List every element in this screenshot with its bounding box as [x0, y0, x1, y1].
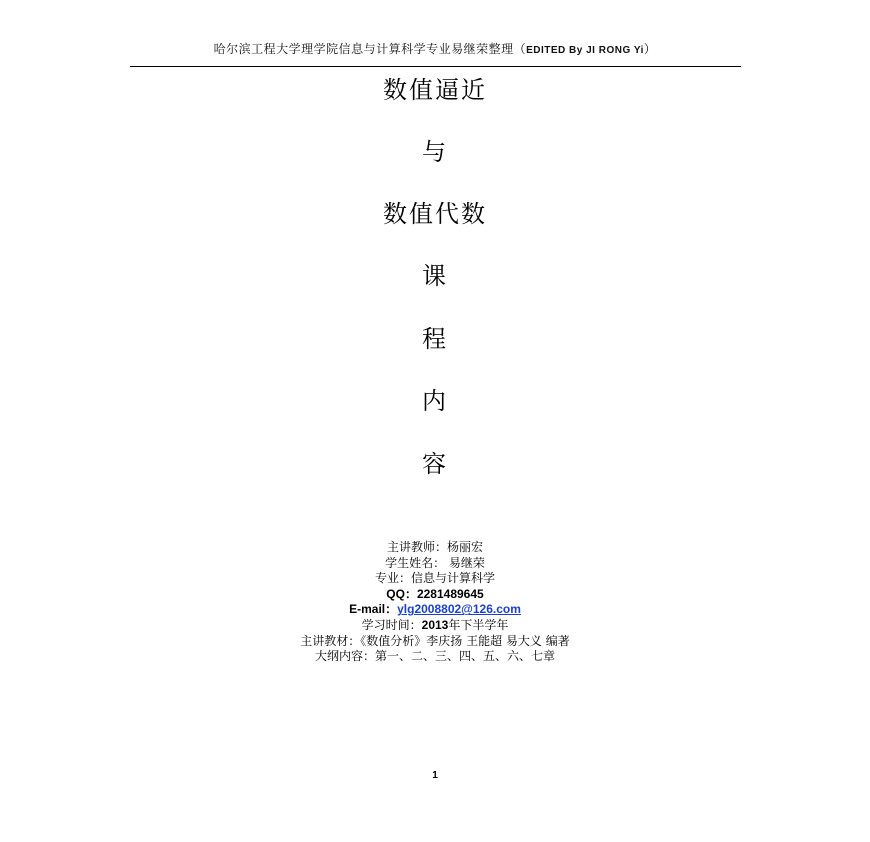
- title-line-3: 数值代数: [383, 200, 487, 228]
- title-line-5: 程: [422, 325, 448, 353]
- header-text-chinese: 哈尔滨工程大学理学院信息与计算科学专业易继荣整理（: [213, 42, 527, 56]
- header-text-close: ）: [643, 42, 657, 56]
- major-line: 专业：信息与计算科学: [374, 571, 495, 586]
- email-line: [130, 602, 740, 618]
- study-time-line: [130, 618, 740, 634]
- study-time-suffix: 年下半学年: [448, 617, 509, 632]
- email-link[interactable]: ylg2008802@126.com: [397, 602, 521, 617]
- study-time-year: 2013: [421, 617, 449, 632]
- student-line: 学生姓名： 易继荣: [385, 555, 485, 570]
- qq-value: 2281489645: [416, 586, 484, 601]
- title-line-4: 课: [422, 262, 448, 290]
- author-info-block: [130, 540, 740, 665]
- outline-line: 大纲内容：第一、二、三、四、五、六、七章: [314, 649, 555, 664]
- title-line-2: 与: [422, 138, 448, 166]
- email-label: E-mail：: [349, 602, 398, 617]
- title-line-1: 数值逼近: [383, 76, 487, 104]
- teacher-line: 主讲教师：杨丽宏: [386, 540, 483, 554]
- page-number: 1: [432, 770, 438, 781]
- header-text-edited-by: EDITED By JI RONG Yi: [526, 45, 644, 56]
- header-rule: [130, 66, 741, 67]
- title-line-7: 容: [422, 450, 448, 478]
- title-line-6: 内: [422, 387, 448, 415]
- qq-line: [130, 587, 740, 603]
- qq-label: QQ：: [386, 586, 417, 601]
- study-time-label: 学习时间：: [361, 617, 422, 632]
- running-header: [130, 40, 740, 57]
- textbook-line: 主讲教材：《数值分析》李庆扬 王能超 易大义 编著: [300, 633, 570, 648]
